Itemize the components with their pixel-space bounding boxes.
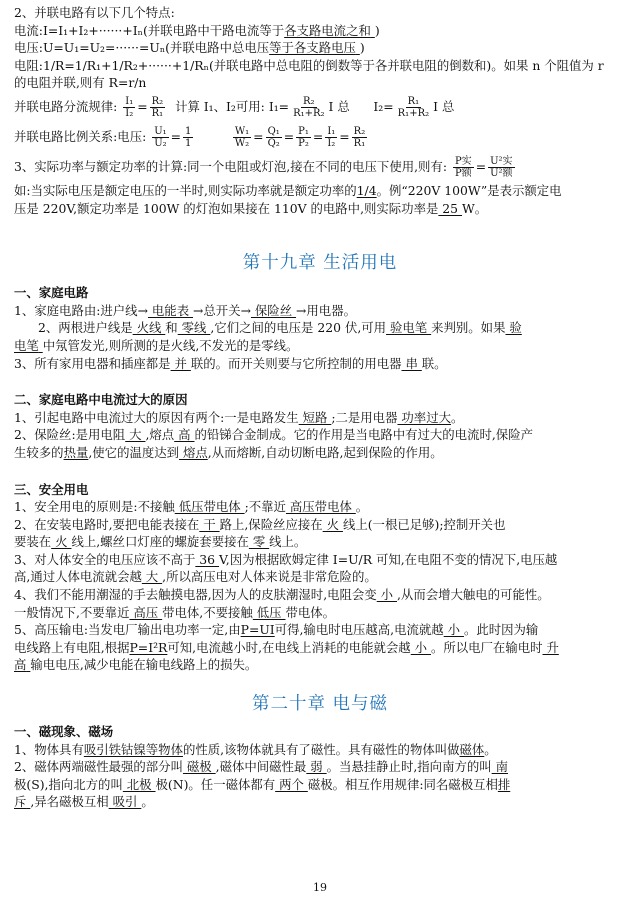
answer-blank: 南 [491,759,508,775]
answer-blank: 升 [542,639,559,655]
answer-blank: 小 [376,587,397,603]
answer-blank: 排 [497,776,511,792]
section-heading: 一、家庭电路 [14,285,89,301]
fraction: $\frac{\text{R₁}}{\text{R₁+R₂}}$ [397,95,430,119]
text-line: 极(S),指向北方的叫 北极 极(N)。任一磁体都有 两个 磁极。相互作用规律:同名磁极互相排 [14,776,511,792]
answer-blank: 等于各支路电压 [269,40,356,56]
answer-blank: 小 [443,622,464,638]
answer-blank: 北极 [122,776,156,792]
parallel-current-line: 电流:I=I₁+I₂+······+Iₙ(并联电路中干路电流等于各支路电流之和 ) [14,22,380,38]
answer-blank: 36 [195,551,220,567]
answer-blank: 短路 [298,409,332,425]
section-heading: 二、家庭电路中电流过大的原因 [14,392,188,408]
text-line: 3、对人体安全的电压应该不高于 36 V,因为根据欧姆定律 I=U/R 可知,在电阻不变的情况下,电压越 [14,551,558,567]
answer-blank: 串 [401,355,422,371]
page-number: 19 [313,881,327,894]
section-heading: 一、磁现象、磁场 [14,724,114,740]
answer-blank: P=UI [240,622,275,638]
answer-blank: 1/4 [356,182,377,198]
text-line: 2、两根进户线是 火线 和 零线 ,它们之间的电压是 220 伏,可用 验电笔 来判别。如果 验 [38,320,522,336]
text-line: 1、家庭电路由:进户线→ 电能表 →总开关→ 保险丝 →用电器。 [14,302,356,318]
fraction: $\frac{\text{P实}}{\text{P额}}$ [454,155,472,179]
parallel-heading: 2、并联电路有以下几个特点: [14,5,175,20]
parallel-resistance-line: 电阻:1/R=1/R₁+1/R₂+······+1/Rₙ(并联电路中总电阻的倒数等于各并联电阻的倒数和)。如果 n 个阻值为 r [14,57,604,73]
fraction: $\frac{\text{R₂}}{\text{R₁+R₂}}$ [293,95,325,119]
answer-blank: P=I²R [129,639,168,655]
answer-blank: 低压带电体 [174,499,245,515]
text-line: 电线路上有电阻,根据P=I²R可知,电流越小时,在电线上消耗的电能就会越 小 。所以电厂在输电时 升 [14,639,559,655]
answer-blank: 高压带电体 [285,499,356,515]
answer-blank: 两个 [275,776,308,792]
text-line: 4、我们不能用潮湿的手去触摸电器,因为人的皮肤潮湿时,电阻会变 小 ,从而会增大触电的可能性。 [14,587,550,603]
answer-blank: 磁极 [182,759,216,775]
fraction: $\frac{\text{Q₁}}{\text{Q₂}}$ [267,125,280,149]
text-line: 电笔 中氖管发光,则所测的是火线,不发光的是零线。 [14,337,299,353]
chapter-title: 第二十章 电与磁 [251,694,389,715]
text-line: 1、引起电路中电流过大的原因有两个:一是电路发生 短路 ;二是用电器 功率过大。 [14,409,464,425]
power-example-line-2: 压是 220V,额定功率是 100W 的灯泡如果接在 110V 的电路中,则实际功率是 25 W。 [14,200,488,216]
text-line: 2、保险丝:是用电阻 大 ,熔点 高 的铅锑合金制成。它的作用是当电路中有过大的电流时,保险产 [14,427,533,443]
answer-blank: 零 [248,534,270,550]
answer-blank: 高 [174,427,195,443]
answer-blank: 火 [322,516,343,532]
text-line: 1、物体具有吸引铁钴镍等物体的性质,该物体就具有了磁性。具有磁性的物体叫做磁体。 [14,741,497,757]
fraction: $\frac{\text{U²实}}{\text{U²额}}$ [490,155,513,179]
text-line: 要装在 火 线上,螺丝口灯座的螺旋套要接在 零 线上。 [14,534,307,550]
answer-blank: 熔点 [179,444,208,460]
text-line: 5、高压输电:当发电厂输出电功率一定,由P=UI可得,输电时电压越高,电流就越 小 。此时因为输 [14,622,539,638]
power-calc-line: 3、实际功率与额定功率的计算:同一个电阻或灯泡,接在不同的电压下使用,则有: $\frac{\text{P实}}{\text{P额}}$ = $\frac{\text{U²实}}{\text{U²额}}$ [14,155,513,179]
proportion-relation: 并联电路比例关系:电压: $\frac{\text{U₁}}{\text{U₂}}$ = $\frac{1}{1}$ $\frac{\text{W₁}}{\text{W₂}}$ = $\frac{\text{Q₁}}{\text{Q₂}}$ = $\frac{\text{P₁}}{\text{P₂}}$ = $\frac{\text{I₁}}{\text{I₂}}$ = $\frac{\text{R₂}}{\text{R₁}}$ [14,125,366,149]
answer-blank: 保险丝 [250,302,297,318]
answer-blank: 热量 [63,444,89,460]
answer-blank: 干 [199,516,220,532]
answer-blank: 电能表 [147,302,194,318]
answer-blank: 验 [505,320,522,336]
text-line: 斥 ,异名磁极互相 吸引 。 [14,794,154,810]
fraction: $\frac{\text{P₁}}{\text{P₂}}$ [298,125,309,149]
answer-blank: 各支路电流之和 [284,22,371,38]
answer-blank: 验电笔 [386,320,432,336]
parallel-voltage-line: 电压:U=U₁=U₂=······=Uₙ(并联电路中总电压等于各支路电压 ) [14,40,365,56]
answer-blank: 25 [438,200,463,216]
fraction: $\frac{\text{I₁}}{\text{I₂}}$ [327,125,336,149]
answer-blank: 零线 [177,320,211,336]
chapter-title: 第十九章 生活用电 [242,253,398,274]
text-line: 2、在安装电路时,要把电能表接在 干 路上,保险丝应接在 火 线上(一根已足够);控制开关也 [14,516,506,532]
fraction: $\frac{\text{U₁}}{\text{U₂}}$ [154,125,167,149]
answer-blank: 大 [141,569,163,585]
answer-blank: 吸引铁钴镍等物体 [83,741,183,757]
text-line: 高,通过人体电流就会越 大 ,所以高压电对人体来说是非常危险的。 [14,569,377,585]
answer-blank: 高压 [129,604,163,620]
answer-blank: 火 [51,534,72,550]
answer-blank: 小 [410,639,431,655]
text-line: 高 输电电压,减少电能在输电线路上的损失。 [14,657,258,673]
fraction: $\frac{1}{1}$ [185,125,192,149]
answer-blank: 斥 [14,794,27,810]
answer-blank: 电笔 [14,337,39,353]
answer-blank: 火线 [132,320,166,336]
section-heading: 三、安全用电 [14,481,89,497]
answer-blank: 弱 [306,759,327,775]
answer-blank: 低压 [252,604,286,620]
answer-blank: 高 [14,657,27,673]
fraction: $\frac{\text{W₁}}{\text{W₂}}$ [234,125,250,149]
text-line: 生较多的热量,使它的温度达到 熔点,从而熔断,自动切断电路,起到保险的作用。 [14,444,443,460]
text-line: 1、安全用电的原则是:不接触 低压带电体 ;不靠近 高压带电体 。 [14,499,369,515]
fraction: $\frac{\text{R₂}}{\text{R₁}}$ [353,125,366,149]
answer-blank: 吸引 [108,794,142,810]
text-line: 一般情况下,不要靠近 高压 带电体,不要接触 低压 带电体。 [14,604,336,620]
text-line: 2、磁体两端磁性最强的部分叫 磁极 ,磁体中间磁性最 弱 。当悬挂静止时,指向南方的叫 南 [14,759,508,775]
answer-blank: 大 [125,427,146,443]
text-line: 3、所有家用电器和插座都是 并 联的。而开关则要与它所控制的用电器 串 联。 [14,355,447,371]
answer-blank: 并 [170,355,191,371]
current-divider-rule: 并联电路分流规律: $\frac{\text{I₁}}{\text{I₂}}$ = $\frac{\text{R₂}}{\text{R₁}}$ 计算 I₁、I₂可用: I₁= $\frac{\text{R₂}}{\text{R₁+R₂}}$ I 总 I₂= $\frac{\text{R₁}}{\text{R₁+R₂}}$ I 总 [14,95,455,119]
answer-blank: 功率过大 [397,409,451,425]
power-example-line: 如:当实际电压是额定电压的一半时,则实际功率就是额定功率的1/4。例“220V 100W”是表示额定电 [14,182,562,198]
fraction: $\frac{\text{R₂}}{\text{R₁}}$ [151,95,164,119]
answer-blank: 磁体 [459,741,485,757]
parallel-resistance-line-2: 的电阻并联,则有 R=r/n [14,75,147,91]
fraction: $\frac{\text{I₁}}{\text{I₂}}$ [125,95,134,119]
